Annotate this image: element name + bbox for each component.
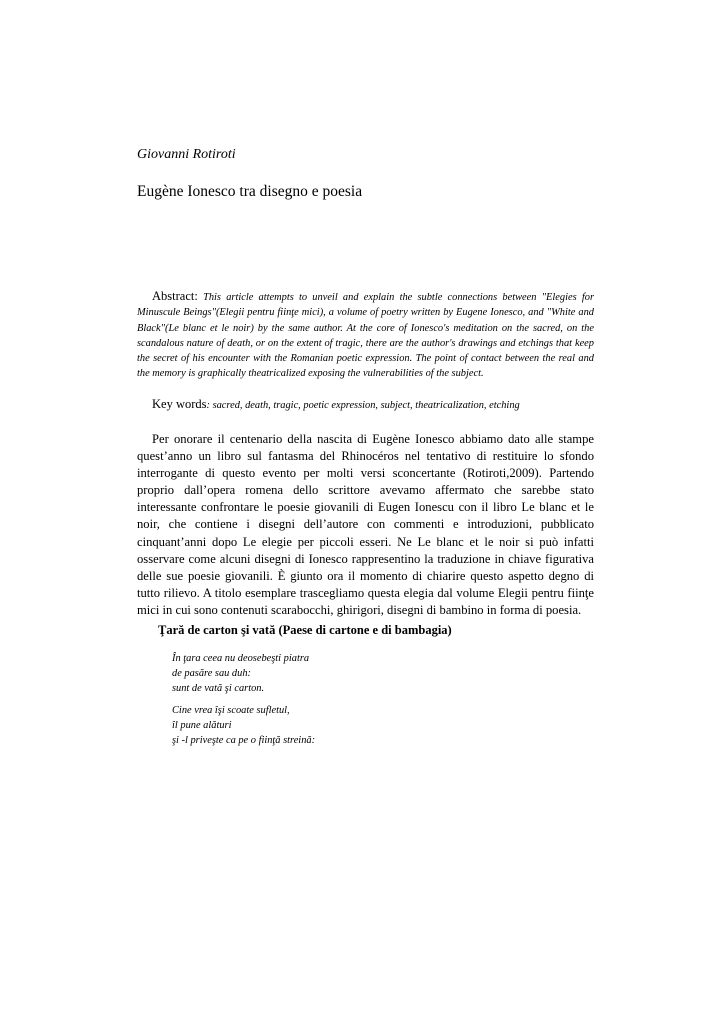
poem-stanza-1 (172, 651, 309, 697)
author-name: Giovanni Rotiroti (137, 147, 236, 162)
paper-title: Eugène Ionesco tra disegno e poesia (137, 183, 363, 200)
poem-line: În ţara ceea nu deosebeşti piatra (172, 653, 310, 664)
poem-line: îl pune alături (172, 720, 232, 732)
poem-stanza-2 (172, 703, 315, 749)
abstract-text: This article attempts to unveil and explain the subtle connections between "Elegies for Minuscule Beings"(Elegii pentru fiinţe mici), a volume of poetry written by Eugene Ionesco, and "White and Black"(Le blanc et le noir) by the same author. At the core of Ionesco's meditation on the sacred, on the scandalous nature of death, or on the extent of tragic, there are the author's drawings and etchings that keep the secret of his encounter with the Romanian poetic expression. The point of contact between the real and the memory is graphically theatricalized exposing the vulnerabilities of the subject. (137, 292, 594, 380)
keywords-label: Key words (152, 397, 207, 411)
keywords (152, 396, 594, 414)
poem-line: Cine vrea îşi scoate sufletul, (172, 705, 290, 716)
poem-line: sunt de vată şi carton. (172, 683, 265, 695)
poem-title: Ţară de carton şi vată (Paese di cartone e di bambagia) (158, 623, 452, 637)
poem-line: de pasăre sau duh: (172, 668, 251, 680)
abstract-label: Abstract: (152, 289, 198, 303)
body-paragraph: Per onorare il centenario della nascita di Eugène Ionesco abbiamo dato alle stampe quest’anno un libro sul fantasma del Rhinocéros nel tentativo di restituire lo sfondo interrogante di questo evento per molti versi sconcertante (Rotiroti,2009). Partendo proprio dall’opera romena dello scrittore avevamo affermato che sarebbe stato interessante confrontare le poesie giovanili di Eugen Ionescu con il libro Le blanc et le noir, che contiene i disegni dell’autore con commenti e introduzioni, pubblicato cinquant’anni dopo Le elegie per piccoli esseri. Ne Le blanc et le noir si può infatti osservare come alcuni disegni di Ionesco rappresentino la traduzione in chiave figurativa delle sue poesie giovanili. È giunto ora il momento di chiarire questo aspetto degno di tutto rilievo. A titolo esemplare trascegliamo questa elegia dal volume Elegii pentru fiinţe mici in cui sono contenuti scarabocchi, ghirigori, disegni di bambino in forma di poesia. (137, 432, 594, 617)
abstract (137, 289, 594, 382)
poem-line: şi -l priveşte ca pe o fiinţă streină: (172, 735, 316, 747)
keywords-text: : sacred, death, tragic, poetic expression, subject, theatricalization, etching (206, 400, 520, 411)
